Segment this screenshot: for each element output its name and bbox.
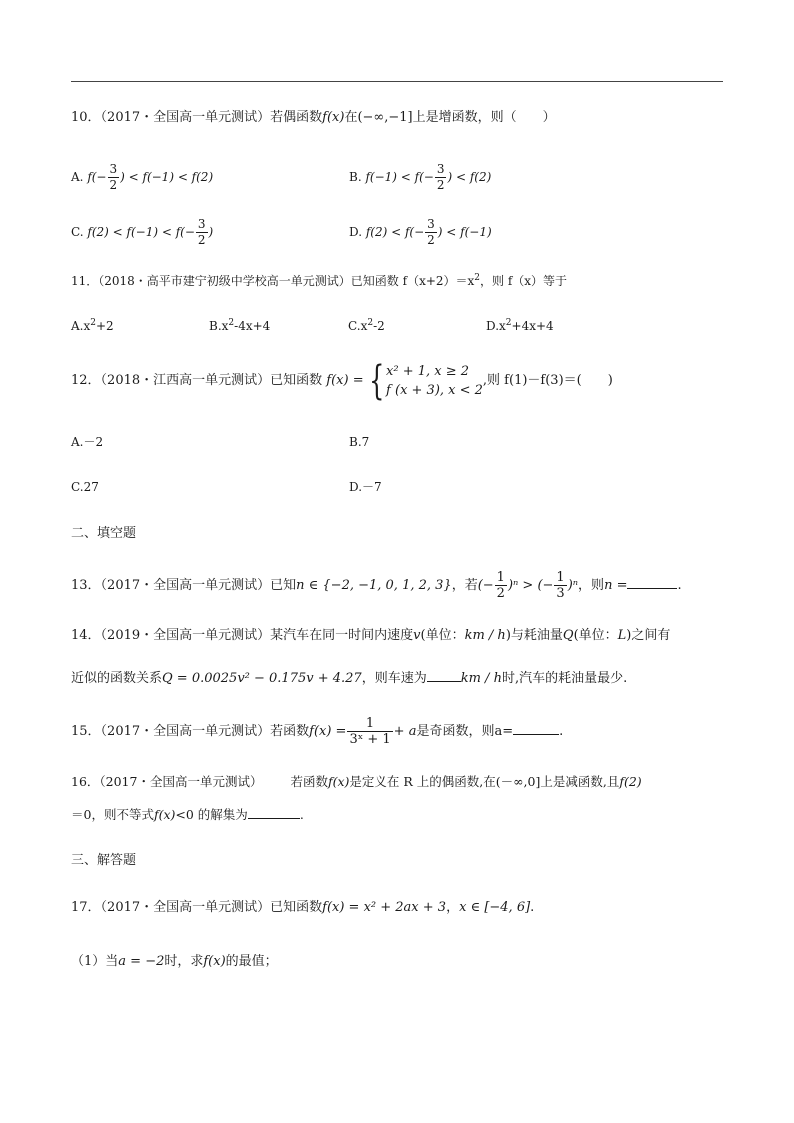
q15-fx: f(x) = [309,724,347,739]
q16-end: . [299,807,304,822]
q13-set: n ∈ {−2, −1, 0, 1, 2, 3} [296,578,452,593]
q10-interval: (−∞,−1] [357,110,413,125]
brace-glyph: { [368,357,384,404]
option-sup: 2 [505,318,512,328]
q17-mid: ， [446,900,460,915]
q10-option-a [71,162,213,193]
option-part: ) [208,225,214,239]
option-rest: -2 [373,319,385,333]
frac-num: 1 [496,570,505,585]
option-part: f(2) < f(− [365,225,425,239]
q14-unit: km / h [464,628,506,643]
option-base: x [83,319,91,333]
q13-ineq: (− [477,578,494,593]
option-base: x [221,319,229,333]
q14-text: 近似的函数关系 [71,671,163,686]
option-letter: D. [349,225,363,239]
q15-var: a= [494,724,514,739]
q17-text: （1）当 [71,954,119,969]
question-11 [71,268,567,291]
q15-mid: 是奇函数，则 [416,724,495,739]
q16-fx: f(x) [327,774,350,789]
frac-den: 3ˣ + 1 [349,732,391,747]
fraction [554,570,566,601]
q15-stem: 15．（2017・全国高一单元测试）若函数 [71,724,310,739]
frac-den: 2 [109,178,118,192]
q17-text: 的最值； [225,954,278,969]
q17-end: . [530,900,535,915]
frac-num: 3 [427,217,435,231]
option-sup: 2 [90,318,96,328]
fraction [435,162,447,193]
answer-blank[interactable] [248,804,300,819]
q16-text: 是定义在 R 上的偶函数,在(－∞,0]上是减函数,且 [349,774,620,789]
q12-option-c: C.27 [71,480,99,494]
q17-fx: f(x) [203,954,226,969]
q14-text: ，则车速为 [361,671,427,686]
frac-den: 3 [556,586,565,601]
option-part: f(−1) < f(− [365,170,434,184]
q11-tail: ，则 f（x）等于 [480,274,568,288]
q11-option-a [71,313,114,336]
q14-Q: Q [562,628,574,643]
fraction [495,570,507,601]
question-14-line-2 [71,667,627,689]
section-fill-in: 二、填空题 [71,526,137,541]
question-13 [71,568,682,604]
q14-L: L [617,628,627,643]
option-sup: 2 [228,318,235,328]
q14-text: )之间有 [626,628,671,643]
frac-num: 1 [556,570,565,585]
q14-v: v [413,628,421,643]
frac-num: 3 [436,162,445,176]
option-part: ) < f(2) [447,170,492,184]
q10-mid: 在 [344,110,358,125]
frac-num: 3 [197,217,206,231]
q17-formula: f(x) = x² + 2ax + 3 [322,900,447,915]
q14-text: 14．（2019・全国高一单元测试）某汽车在同一时间内速度 [71,628,414,643]
q11-option-c [348,313,385,336]
q13-tail: ，则 [578,578,605,593]
q12-option-d: D.－7 [349,480,382,494]
q11-stem: 11．（2018・高平市建宁初级中学校高一单元测试）已知函数 f（x+2）＝x [71,274,475,288]
q10-option-c [71,217,213,248]
q17-domain: x ∈ [−4, 6] [459,900,531,915]
question-17 [71,898,534,918]
q11-option-d [486,313,554,336]
piecewise-cases [386,362,483,400]
option-letter: B. [349,170,362,184]
option-part: ) < f(−1) < f(2) [120,170,214,184]
q11-sup: 2 [474,273,481,283]
fraction [196,217,208,248]
q11-option-b [209,313,270,336]
q14-text: (单位： [420,628,465,643]
q10-stem: 10．（2017・全国高一单元测试）若偶函数 [71,110,323,125]
q15-end: . [559,724,564,739]
q12-stem: 12．（2018・江西高一单元测试）已知函数 [71,373,323,388]
option-letter: C. [71,225,84,239]
option-rest: -4x+4 [234,319,271,333]
header-rule [71,81,723,82]
q10-option-d [349,217,492,248]
option-letter: A. [71,319,84,333]
frac-den: 2 [197,233,206,247]
option-base: x [499,319,506,333]
q10-tail: 上是增函数，则（ ） [412,110,556,125]
option-rest: +2 [96,319,114,333]
option-sup: 2 [367,318,374,328]
q12-option-b: B.7 [349,435,370,449]
option-letter: B. [209,319,222,333]
q15-plus: + a [393,724,417,739]
section-answer: 三、解答题 [71,853,137,868]
q14-unit: km / h [460,671,502,686]
q16-f2: f(2) [619,774,642,789]
q13-mid: ，若 [451,578,478,593]
question-17-part-1 [71,952,278,972]
q12-tail: ,则 f(1)－f(3)＝( ) [482,373,613,388]
question-15 [71,714,563,750]
question-14-line-1 [71,626,670,646]
option-part: f(2) < f(−1) < f(− [87,225,195,239]
option-part: ) < f(−1) [437,225,492,239]
q12-option-a: A.－2 [71,435,104,449]
q17-cond: a = −2 [118,954,165,969]
q13-var: n = [604,578,628,593]
question-16-line-2 [71,804,304,825]
q10-fx: f(x) [322,110,345,125]
q13-ineq: )ⁿ [567,578,579,593]
q13-end: . [677,578,682,593]
q14-text: )与耗油量 [505,628,563,643]
frac-den: 2 [436,178,445,192]
fraction [347,716,392,747]
q10-option-b [349,162,491,193]
option-letter: C. [348,319,361,333]
fraction [108,162,120,193]
question-10 [71,108,556,128]
frac-num: 3 [109,162,118,176]
answer-blank[interactable] [513,720,559,735]
fraction [425,217,437,248]
q12-fx: f(x) = [326,373,364,388]
frac-num: 1 [347,716,392,732]
case-1: x² + 1, x ≥ 2 [386,363,470,379]
q16-text: ＝0，则不等式 [71,807,154,822]
question-12 [71,357,613,404]
q17-text: 时，求 [164,954,204,969]
frac-den: 2 [496,586,505,601]
option-rest: +4x+4 [511,319,554,333]
q17-stem: 17．（2017・全国高一单元测试）已知函数 [71,900,323,915]
q14-text: (单位： [573,628,618,643]
case-2: f (x + 3), x < 2 [386,382,483,398]
q16-fx: f(x) [153,807,176,822]
answer-blank[interactable] [627,574,677,589]
frac-den: 2 [427,233,435,247]
q14-formula: Q = 0.0025v² − 0.175v + 4.27 [162,671,362,686]
option-base: x [360,319,368,333]
q16-text: 若函数 [290,774,328,789]
option-letter: D. [486,319,500,333]
option-letter: A. [71,170,84,184]
option-part: f(− [87,170,107,184]
q16-text: 16．（2017・全国高一单元测试） [71,774,263,789]
q16-text: <0 的解集为 [175,807,248,822]
question-16-line-1 [71,772,642,792]
answer-blank[interactable] [427,667,461,682]
q13-stem: 13．（2017・全国高一单元测试）已知 [71,578,297,593]
q14-text: 时,汽车的耗油量最少. [501,671,628,686]
q13-ineq: )ⁿ > (− [507,578,554,593]
